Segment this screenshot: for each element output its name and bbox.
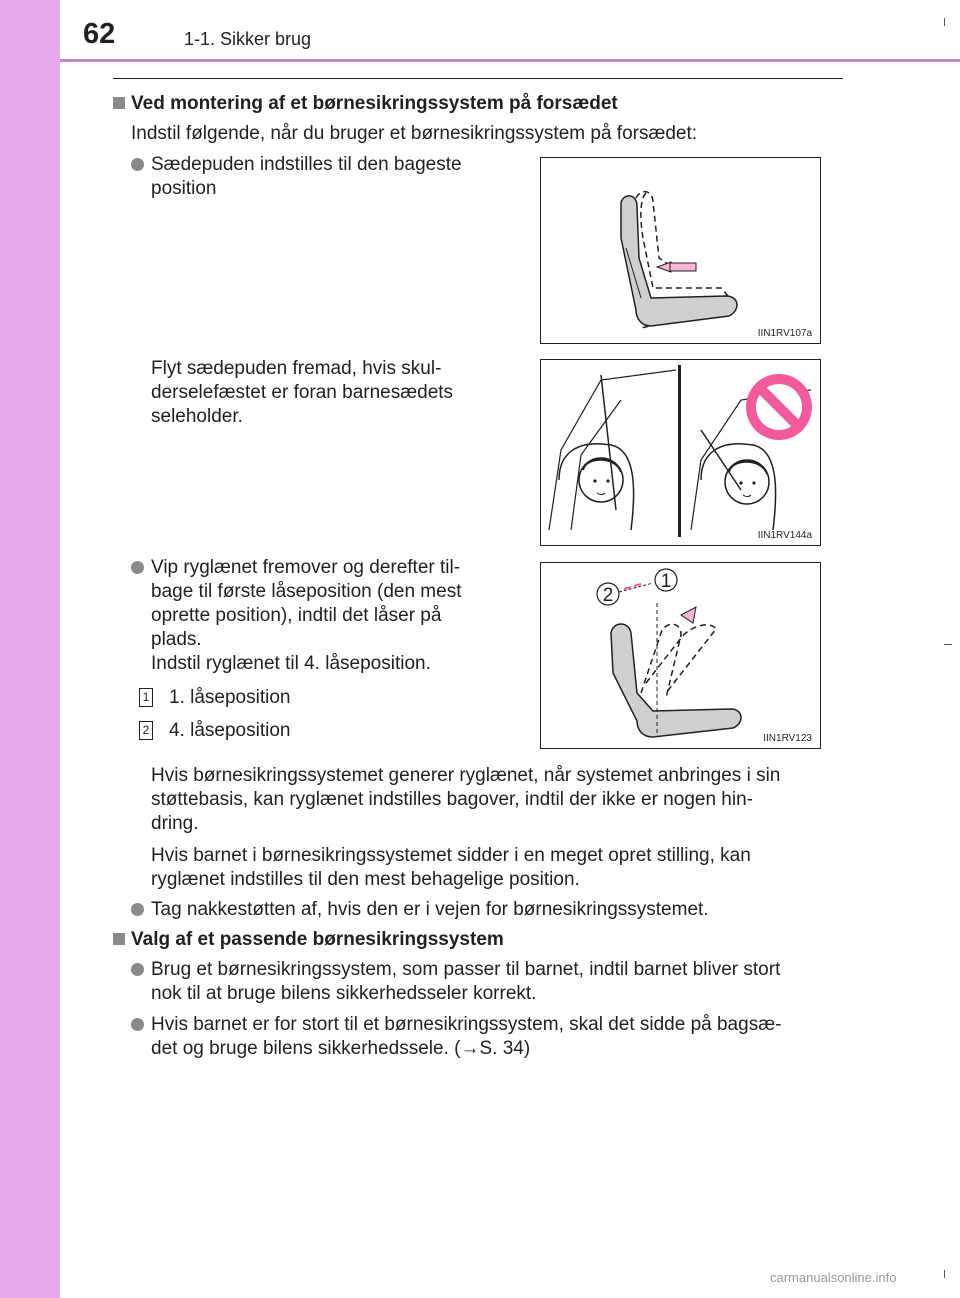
heading-choose-system: Valg af et passende børnesikringssystem bbox=[113, 928, 504, 952]
bullet-use-system-line1: Brug et børnesikringssystem, som passer til barnet, indtil barnet bliver stort bbox=[151, 959, 781, 980]
seat-illustration bbox=[541, 158, 820, 343]
move-text-line1: Flyt sædepuden fremad, hvis skul- bbox=[151, 358, 442, 379]
round-bullet-icon bbox=[131, 561, 144, 574]
move-text-line2: derselefæstet er foran barnesædets bbox=[151, 382, 454, 403]
round-bullet-icon bbox=[131, 1018, 144, 1031]
heading-front-seat: Ved montering af et børnesikringssystem på forsædet bbox=[113, 92, 618, 116]
page-ref-arrow-icon: → bbox=[460, 1038, 480, 1059]
item-number-box: 1 bbox=[139, 688, 153, 707]
square-bullet-icon bbox=[113, 933, 125, 945]
round-bullet-icon bbox=[131, 903, 144, 916]
item-lock-position-4: 4. låseposition bbox=[169, 720, 291, 741]
bullet-seat-cushion-line2: position bbox=[151, 178, 217, 199]
bullet-recline-line3: oprette position), indtil det låser på bbox=[151, 605, 442, 626]
page-number: 62 bbox=[83, 18, 116, 50]
recline-text-line2: støttebasis, kan ryglænet indstilles bagover, indtil der ikke er nogen hin- bbox=[151, 789, 753, 810]
recline-text-line3: dring. bbox=[151, 813, 199, 834]
upright-text-line2: ryglænet indstilles til den mest behagelige position. bbox=[151, 869, 580, 890]
page-ref-link[interactable]: S. 34) bbox=[479, 1038, 531, 1059]
figure-seat-rear-position bbox=[540, 157, 821, 344]
item-lock-position-1: 1. låseposition bbox=[169, 687, 291, 708]
item-number-box: 2 bbox=[139, 721, 153, 740]
header-divider bbox=[60, 59, 960, 62]
seatback-illustration bbox=[541, 563, 820, 748]
square-bullet-icon bbox=[113, 97, 125, 109]
recline-text-line1: Hvis børnesikringssystemet generer ryglænet, når systemet anbringes i sin bbox=[151, 765, 781, 786]
upright-text-line1: Hvis barnet i børnesikringssystemet sidder i en meget opret stilling, kan bbox=[151, 845, 751, 866]
crop-mark bbox=[944, 1270, 945, 1278]
bullet-recline-line4: plads. bbox=[151, 629, 202, 650]
intro-text: Indstil følgende, når du bruger et børnesikringssystem på forsædet: bbox=[131, 123, 698, 144]
bullet-recline-line5: Indstil ryglænet til 4. låseposition. bbox=[151, 653, 431, 674]
bullet-use-system-line2: nok til at bruge bilens sikkerhedsseler korrekt. bbox=[151, 983, 537, 1004]
figure-code: IIN1RV107a bbox=[757, 328, 812, 339]
bullet-recline-line2: bage til første låseposition (den mest bbox=[151, 581, 462, 602]
crop-mark bbox=[944, 18, 945, 26]
bullet-headrest: Tag nakkestøtten af, hvis den er i vejen for børnesikringssystemet. bbox=[151, 899, 709, 920]
move-text-line3: seleholder. bbox=[151, 406, 243, 427]
child-seat-illustration bbox=[541, 360, 820, 545]
callout-2: 2 bbox=[602, 585, 614, 606]
page-sidebar bbox=[0, 0, 60, 1298]
section-title: 1-1. Sikker brug bbox=[184, 29, 312, 49]
bullet-recline-line1: Vip ryglænet fremover og derefter til- bbox=[151, 557, 461, 578]
crop-mark bbox=[944, 644, 952, 645]
figure-seatback-lock bbox=[540, 562, 821, 749]
callout-1: 1 bbox=[660, 571, 672, 592]
round-bullet-icon bbox=[131, 963, 144, 976]
round-bullet-icon bbox=[131, 158, 144, 171]
figure-code: IIN1RV144a bbox=[757, 530, 812, 541]
bullet-seat-cushion-line1: Sædepuden indstilles til den bageste bbox=[151, 154, 462, 175]
bullet-too-big-line1: Hvis barnet er for stort til et børnesikringssystem, skal det sidde på bagsæ- bbox=[151, 1014, 782, 1035]
figure-code: IIN1RV123 bbox=[763, 733, 812, 744]
section-rule bbox=[113, 78, 843, 79]
figure-shoulder-belt bbox=[540, 359, 821, 546]
bullet-too-big-line2: det og bruge bilens sikkerhedssele. (→S. 34) bbox=[151, 1038, 531, 1059]
watermark: carmanualsonline.info bbox=[770, 1270, 897, 1285]
